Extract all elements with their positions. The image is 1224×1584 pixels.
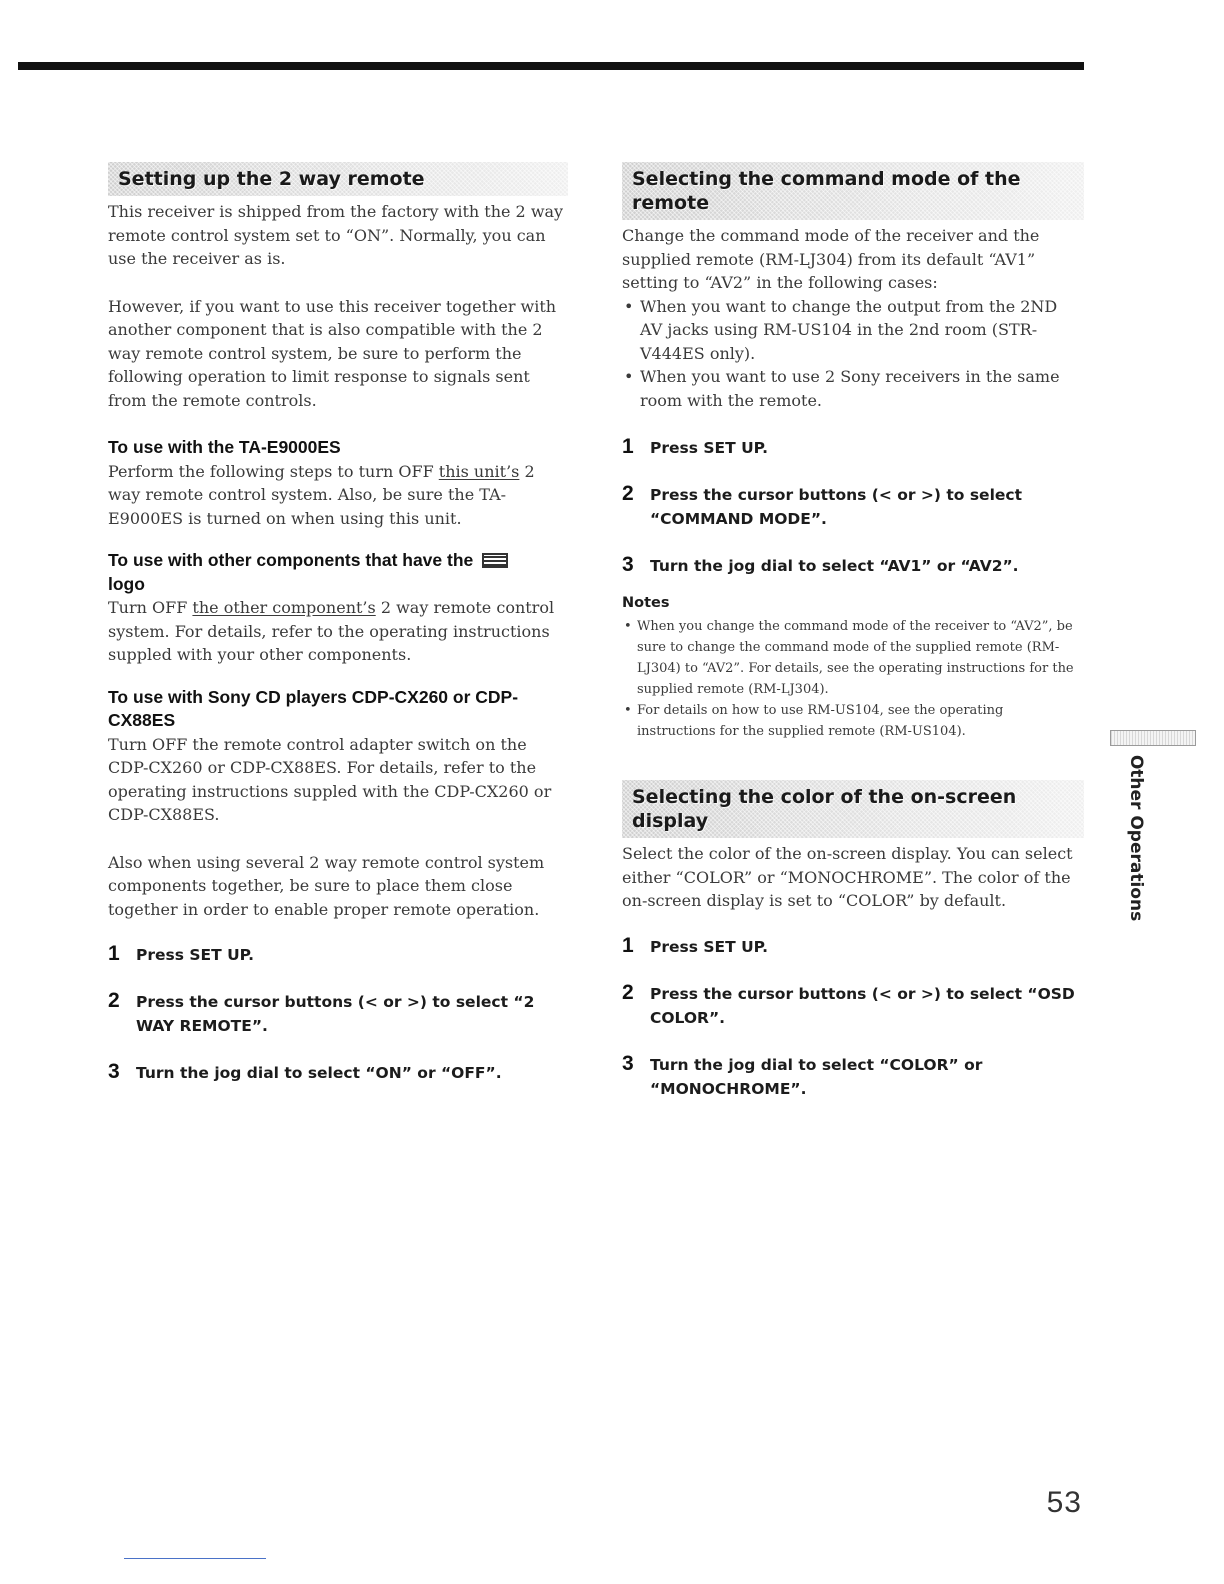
step-item: 3 Turn the jog dial to select “AV1” or “AV2”.: [622, 553, 1019, 576]
subsection-text: Turn OFF the other component’s 2 way remote control system. For details, refer to the operating instructions suppled with your other components.: [108, 598, 555, 664]
step-item: 2 Press the cursor buttons (< or >) to select “2 WAY REMOTE”.: [108, 989, 535, 1035]
list-item: • When you want to change the output from the 2ND AV jacks using RM-US104 in the 2nd room (STR-V444ES only).: [622, 295, 1084, 366]
list-item: • When you want to use 2 Sony receivers in the same room with the remote.: [622, 365, 1084, 412]
subsection-title: To use with the TA-E9000ES: [108, 437, 341, 457]
step-item: 2 Press the cursor buttons (< or >) to select “COMMAND MODE”.: [622, 482, 1022, 528]
side-section-label: Other Operations: [1126, 754, 1146, 922]
subsection-sony-cd-players: [108, 686, 568, 827]
intro-paragraph-2: However, if you want to use this receiver together with another component that is also compatible with the 2 way remote control system, be sure to perform the following operation to limit response to signals sent from the remote controls.: [108, 296, 557, 410]
intro-paragraph: Change the command mode of the receiver and the supplied remote (RM-LJ304) from its default “AV1” setting to “AV2” in the following cases:: [622, 226, 1040, 292]
notes-list: [622, 616, 1084, 742]
left-column: [108, 162, 568, 1108]
subsection-text: Perform the following steps to turn OFF this unit’s 2 way remote control system. Also, be sure the TA-E9000ES is turned on when using this unit.: [108, 461, 535, 528]
bullet-list: [622, 295, 1084, 413]
subsection-text: Turn OFF the remote control adapter switch on the CDP-CX260 or CDP-CX88ES. For details, refer to the operating instructions suppled with the CDP-CX260 or CDP-CX88ES.: [108, 734, 552, 824]
steps-list: [108, 943, 568, 1085]
top-rule: [18, 62, 1084, 70]
subsection-other-components: [108, 549, 568, 667]
step-item: 1 Press SET UP.: [108, 942, 255, 965]
section-heading-osd-color: Selecting the color of the on-screen display: [622, 780, 1084, 838]
step-item: 3 Turn the jog dial to select “ON” or “OFF”.: [108, 1060, 502, 1083]
also-paragraph: Also when using several 2 way remote control system components together, be sure to place them close together in order to enable proper remote operation.: [108, 852, 545, 919]
2way-logo-icon: [482, 553, 508, 568]
intro-paragraph-1: This receiver is shipped from the factory with the 2 way remote control system set to “ON”. Normally, you can use the receiver as is.: [108, 202, 564, 268]
steps-list: [622, 436, 1084, 578]
note-item: • When you change the command mode of the receiver to “AV2”, be sure to change the command mode of the supplied remote (RM-LJ304) to “AV2”. For details, see the operating instructions for the supplied remote (RM-LJ304).: [622, 616, 1084, 700]
step-item: 1 Press SET UP.: [622, 435, 769, 458]
step-item: 2 Press the cursor buttons (< or >) to select “OSD COLOR”.: [622, 980, 1075, 1027]
intro-paragraph-osd: Select the color of the on-screen display. You can select either “COLOR” or “MONOCHROME”. The color of the on-screen display is set to “COLOR” by default.: [622, 844, 1073, 910]
right-column: [622, 162, 1084, 1124]
step-item: 3 Turn the jog dial to select “COLOR” or “MONOCHROME”.: [622, 1051, 983, 1098]
step-item: 1 Press SET UP.: [622, 933, 769, 957]
subsection-title: To use with Sony CD players CDP-CX260 or CDP-CX88ES: [108, 686, 519, 730]
steps-list: [622, 935, 1084, 1101]
subsection-title: To use with other components that have the logo: [108, 549, 568, 596]
note-item: • For details on how to use RM-US104, see the operating instructions for the supplied remote (RM-US104).: [622, 700, 1084, 742]
side-index-tab: [1110, 730, 1196, 746]
section-heading-2way-remote: Setting up the 2 way remote: [108, 162, 568, 196]
page-number: 53: [1046, 1486, 1082, 1519]
subsection-ta-e9000es: [108, 436, 568, 530]
section-heading-command-mode: Selecting the command mode of the remote: [622, 162, 1084, 220]
notes-title: Notes: [622, 595, 670, 611]
bottom-rule: [124, 1558, 266, 1559]
